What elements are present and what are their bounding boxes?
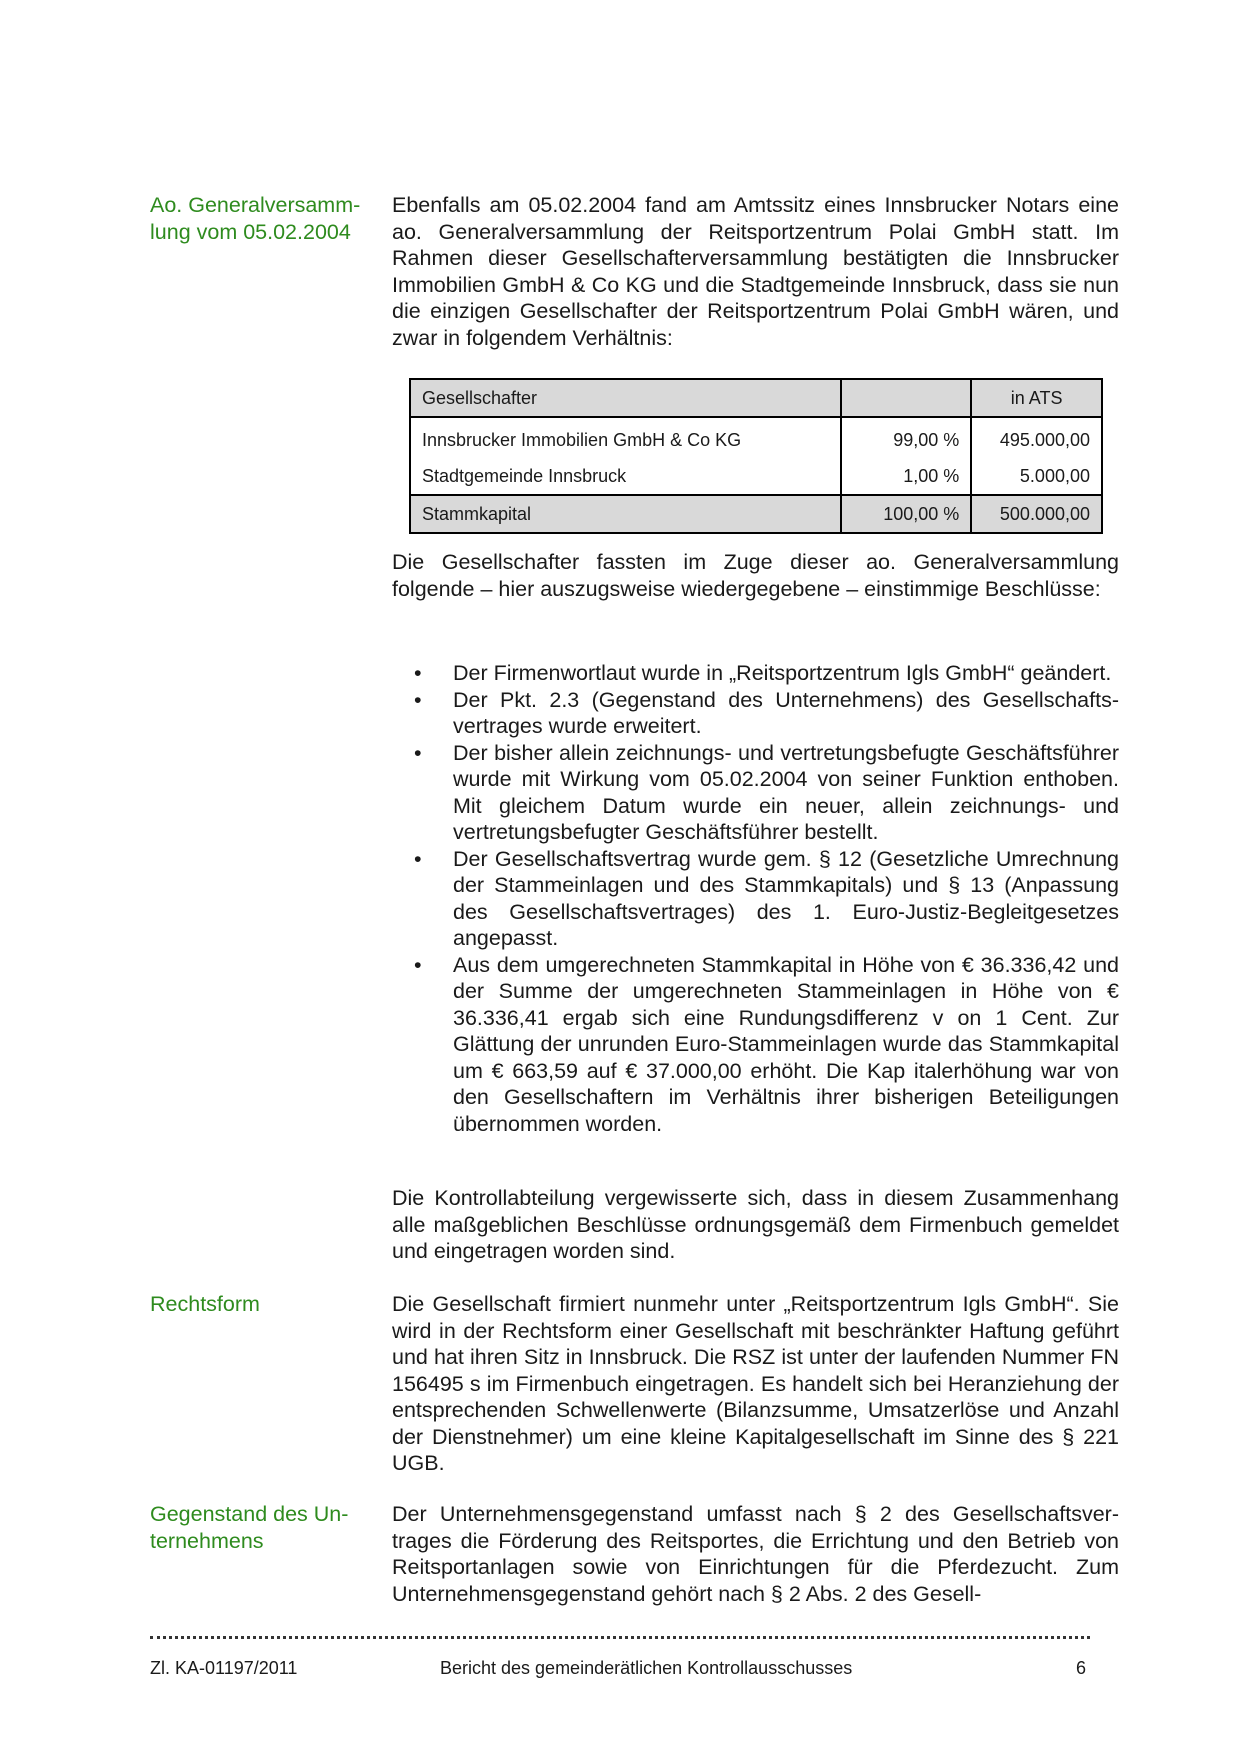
margin-label-line: lung vom 05.02.2004 bbox=[150, 219, 351, 244]
list-item-text: Der Gesellschaftsvertrag wurde gem. § 12 (Gesetzliche Umrechnung der Stammeinlagen und des Stammkapitals) und § 13 (Anpassung des Gesellschaftsvertrages) des 1. Euro-Justiz-Begleitgesetzes angepasst. bbox=[453, 846, 1119, 950]
paragraph-control bbox=[392, 1185, 1119, 1265]
margin-label-line: Rechtsform bbox=[150, 1292, 260, 1316]
table-total-row bbox=[410, 495, 1102, 533]
list-item-text: Aus dem umgerechneten Stammkapital in Höhe von € 36.336,42 und der Summe der umgerechneten Stammeinlagen in Höhe von € 36.336,41 ergab sich eine Rundungsdifferenz v on 1 Cent. Zur Glättung der unrunden Euro-Stammeinlagen wurde das Stammkapital um € 663,59 auf € 37.000,00 erhöht. Die Kap italerhöhung war von den Gesellschaftern im Verhältnis ihrer bisherigen Beteiligungen übernommen worden. bbox=[453, 952, 1119, 1136]
resolution-list bbox=[392, 660, 1119, 1137]
margin-label-generalversammlung bbox=[150, 192, 375, 245]
paragraph-purpose bbox=[392, 1501, 1119, 1607]
paragraph-intro-text: Ebenfalls am 05.02.2004 fand am Amtssitz eines Innsbrucker Notars eine ao. Generalversammlung der Reitsportzentrum Polai GmbH statt. Im Rahmen dieser Gesellschafterversammlung bestätigten die Innsbrucker Immobilien GmbH & Co KG und die Stadtgemeinde Innsbruck, dass sie nun die einzigen Gesellschafter der Reitsportzentrum Polai GmbH wären, und zwar in folgendem Verhältnis: bbox=[392, 193, 1119, 350]
footer-reference: Zl. KA-01197/2011 bbox=[150, 1658, 298, 1678]
table-total-share: 100,00 % bbox=[841, 495, 971, 533]
table-header-row bbox=[410, 379, 1102, 417]
bullet-icon: • bbox=[414, 846, 422, 871]
margin-label-line: ternehmens bbox=[150, 1528, 264, 1553]
footer-page-number: 6 bbox=[1076, 1658, 1087, 1678]
table-cell-share: 99,00 % bbox=[841, 417, 971, 458]
list-item bbox=[392, 740, 1119, 846]
paragraph-control-text: Die Kontrollabteilung vergewisserte sich, dass in diesem Zusammenhang alle maßgeblichen Beschlüsse ordnungsgemäß dem Firmenbuch gemeldet und eingetragen worden sind. bbox=[392, 1186, 1119, 1263]
table-cell-share: 1,00 % bbox=[841, 458, 971, 495]
paragraph-intro bbox=[392, 192, 1119, 351]
table-cell-amount: 495.000,00 bbox=[971, 417, 1102, 458]
shareholder-table bbox=[409, 378, 1103, 534]
table-cell-shareholder: Stadtgemeinde Innsbruck bbox=[410, 458, 841, 495]
list-item bbox=[392, 687, 1119, 740]
table-total-label: Stammkapital bbox=[410, 495, 841, 533]
table-cell-shareholder: Innsbrucker Immobilien GmbH & Co KG bbox=[410, 417, 841, 458]
list-item-text: Der bisher allein zeichnungs- und vertretungsbefugte Geschäftsführer wurde mit Wirkung vom 05.02.2004 von seiner Funktion enthoben. Mit gleichem Datum wurde ein neuer, allein zeichnungs- und vertretungsbefugter Geschäftsführer bestellt. bbox=[453, 740, 1119, 844]
list-item-text: Der Firmenwortlaut wurde in „Reitsportzentrum Igls GmbH“ geändert. bbox=[453, 661, 1112, 685]
paragraph-legal-form bbox=[392, 1291, 1119, 1477]
margin-label-line: Gegenstand des Un- bbox=[150, 1502, 349, 1526]
table-cell-amount: 5.000,00 bbox=[971, 458, 1102, 495]
margin-label-gegenstand bbox=[150, 1501, 375, 1554]
table-header-amount: in ATS bbox=[971, 379, 1102, 417]
margin-label-line: Ao. Generalversamm- bbox=[150, 193, 361, 217]
footer-title: Bericht des gemeinderätlichen Kontrollausschusses bbox=[440, 1658, 853, 1678]
list-item-text: Der Pkt. 2.3 (Gegenstand des Unternehmens) des Gesellschaftsvertrages wurde erweitert. bbox=[453, 687, 1119, 738]
paragraph-resolutions-intro-text: Die Gesellschafter fassten im Zuge dieser ao. Generalversammlung folgende – hier auszugsweise wiedergegebene – einstimmige Beschlüsse: bbox=[392, 550, 1119, 601]
table-total-amount: 500.000,00 bbox=[971, 495, 1102, 533]
list-item bbox=[392, 660, 1119, 687]
table-row bbox=[410, 417, 1102, 458]
bullet-icon: • bbox=[414, 740, 422, 765]
bullet-icon: • bbox=[414, 661, 422, 685]
list-item bbox=[392, 952, 1119, 1138]
margin-label-rechtsform bbox=[150, 1291, 375, 1318]
paragraph-resolutions-intro bbox=[392, 549, 1119, 602]
table-header-shareholder: Gesellschafter bbox=[410, 379, 841, 417]
list-item bbox=[392, 846, 1119, 952]
paragraph-purpose-text: Der Unternehmensgegenstand umfasst nach § 2 des Gesellschaftsvertrages die Förderung des Reitsportes, die Errichtung und den Betrieb von Reitsportanlagen sowie von Einrichtungen für die Pferdezucht. Zum Unternehmensgegenstand gehört nach § 2 Abs. 2 des Gesell- bbox=[392, 1502, 1119, 1606]
paragraph-legal-form-text: Die Gesellschaft firmiert nunmehr unter „Reitsportzentrum Igls GmbH“. Sie wird in der Rechtsform einer Gesellschaft mit beschränkter Haftung geführt und hat ihren Sitz in Innsbruck. Die RSZ ist unter der laufenden Nummer FN 156495 s im Firmenbuch eingetragen. Es handelt sich bei Heranziehung der entsprechenden Schwellenwerte (Bilanzsumme, Umsatzerlöse und Anzahl der Dienstnehmer) um eine kleine Kapitalgesellschaft im Sinne des § 221 UGB. bbox=[392, 1292, 1119, 1475]
table-row bbox=[410, 458, 1102, 495]
bullet-icon: • bbox=[414, 952, 422, 977]
table-header-share bbox=[841, 379, 971, 417]
footer-divider bbox=[150, 1636, 1090, 1639]
bullet-icon: • bbox=[414, 687, 422, 712]
